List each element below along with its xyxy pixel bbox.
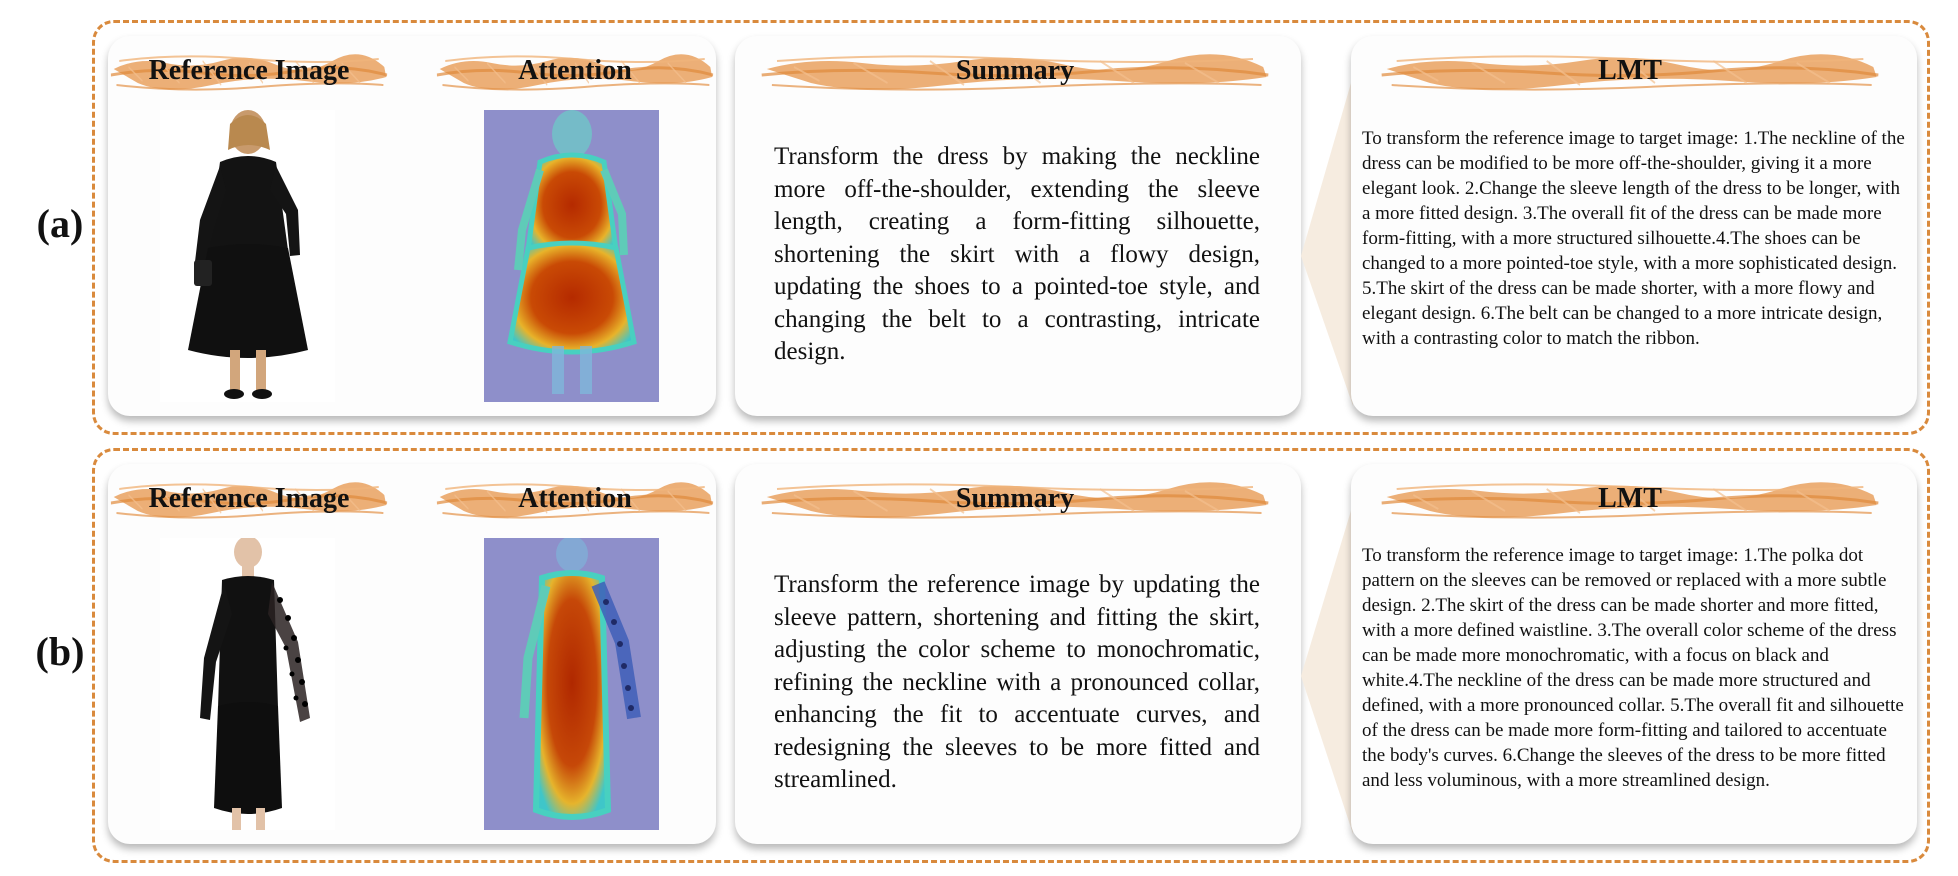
attention-title-text-b: Attention [518,483,632,514]
summary-text-a: Transform the dress by making the neckline more off-the-shoulder, extending the sleeve length, creating a form-fitting silhouette, shortening the skirt with a flowy design, updating the shoes to a pointed-toe style, and changing the belt to a contrasting, intricate design. [774,143,1260,365]
attention-title-text-a: Attention [518,55,632,86]
reference-title-b [110,475,388,525]
summary-title-a [760,47,1270,97]
attention-map-a [484,110,659,402]
reference-image-b [160,538,335,830]
connector-wedge-a [1301,36,1353,416]
summary-text-b: Transform the reference image by updating the sleeve pattern, shortening and fitting the skirt, adjusting the color scheme to monochromatic, refining the neckline with a pronounced collar, enhancing the fit to accentuate curves, and redesigning the sleeves to be more fitted and streamlined. [774,571,1260,793]
attention-title-b [436,475,714,525]
attention-map-b [484,538,659,830]
row-label-a: (a) [36,201,84,246]
lmt-title-b [1380,475,1880,525]
attention-title-a [436,47,714,97]
row-label-b: (b) [35,629,85,674]
lmt-title-text-b: LMT [1598,483,1662,514]
summary-title-b [760,475,1270,525]
reference-title-a [110,47,388,97]
reference-title-text-b: Reference Image [148,483,350,514]
lmt-title-text-a: LMT [1598,55,1662,86]
summary-title-text-a: Summary [955,55,1075,86]
lmt-title-a [1380,47,1880,97]
reference-title-text-a: Reference Image [148,55,350,86]
connector-wedge-b [1301,464,1353,844]
lmt-text-a: To transform the reference image to target image: 1.The neckline of the dress can be modified to be more off-the-shoulder, giving it a more elegant look. 2.Change the sleeve length of the dress to be longer, with a more fitted design. 3.The overall fit of the dress can be made more form-fitting, with a more structured silhouette.4.The shoes can be changed to a more pointed-toe style, with a more sophisticated design. 5.The skirt of the dress can be made shorter, with a more flowy and elegant design. 6.The belt can be changed to a more intricate design, with a contrasting color to match the ribbon. [1362,128,1905,349]
reference-image-a [160,110,335,402]
lmt-text-b: To transform the reference image to target image: 1.The polka dot pattern on the sleeves can be removed or replaced with a more subtle design. 2.The skirt of the dress can be made shorter and more fitted, with a more defined waistline. 3.The overall color scheme of the dress can be made more monochromatic, with a focus on black and white.4.The neckline of the dress can be made more structured and defined, with a more pronounced collar. 5.The overall fit and silhouette of the dress can be made more form-fitting and tailored to accentuate the body's curves. 6.Change the sleeves of the dress to be more fitted and less voluminous, with a more streamlined design. [1362,545,1904,791]
summary-title-text-b: Summary [955,483,1075,514]
